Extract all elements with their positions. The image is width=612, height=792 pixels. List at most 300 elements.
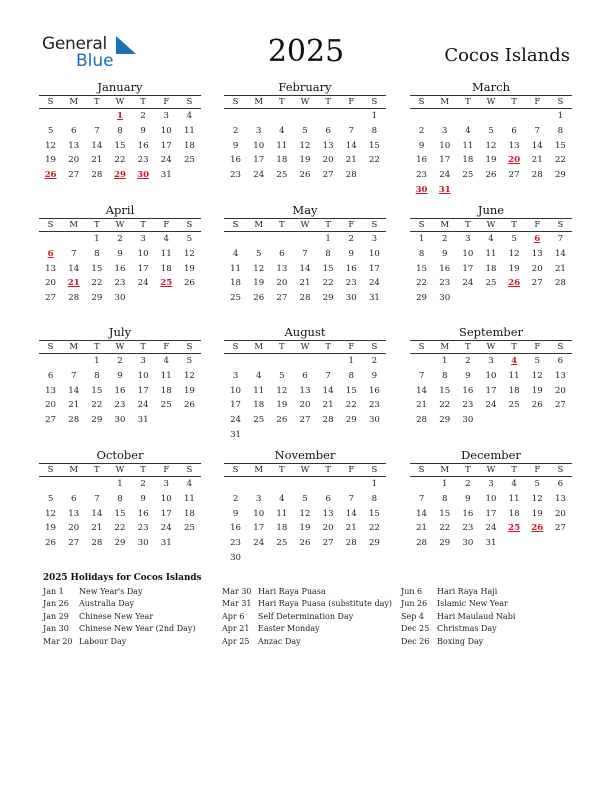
day-cell: 21 bbox=[416, 400, 428, 411]
month-january bbox=[39, 80, 201, 183]
day-cell: 6 bbox=[70, 125, 77, 136]
day-cell: 30 bbox=[368, 415, 380, 426]
day-cell: 10 bbox=[230, 385, 242, 396]
day-cell: 20 bbox=[45, 400, 57, 411]
day-cell: 11 bbox=[230, 263, 242, 274]
day-cell: 29 bbox=[91, 293, 103, 304]
week-row bbox=[410, 153, 572, 168]
day-cell: 27 bbox=[299, 415, 311, 426]
week-row bbox=[410, 521, 572, 536]
day-cell: 14 bbox=[345, 140, 357, 151]
day-cell bbox=[410, 109, 433, 124]
week-row bbox=[39, 232, 201, 247]
day-cell: 20 bbox=[45, 278, 57, 289]
day-cell: 30 bbox=[345, 293, 357, 304]
day-cell: 10 bbox=[253, 508, 265, 519]
day-cell: 12 bbox=[531, 370, 543, 381]
weekday-label: F bbox=[348, 342, 355, 352]
day-cell bbox=[270, 232, 293, 247]
day-cell: 16 bbox=[462, 385, 474, 396]
day-cell: 25 bbox=[462, 170, 474, 181]
weekday-label: S bbox=[557, 220, 564, 230]
weekday-label: T bbox=[94, 220, 100, 230]
week-row bbox=[39, 384, 201, 399]
holiday-date-label: Sep 4 bbox=[401, 611, 424, 621]
day-cell: 22 bbox=[114, 155, 126, 166]
day-cell: 15 bbox=[416, 263, 428, 274]
day-cell: 27 bbox=[554, 400, 566, 411]
day-cell: 22 bbox=[439, 523, 451, 534]
day-cell: 7 bbox=[418, 370, 425, 381]
holiday-column bbox=[401, 586, 515, 648]
day-cell: 24 bbox=[253, 538, 265, 549]
day-cell bbox=[62, 232, 85, 247]
day-cell bbox=[247, 428, 270, 443]
day-cell: 8 bbox=[557, 125, 564, 136]
day-cell bbox=[178, 536, 201, 551]
day-cell: 19 bbox=[45, 155, 57, 166]
day-cell: 28 bbox=[68, 415, 80, 426]
day-cell: 11 bbox=[160, 370, 172, 381]
day-cell: 20 bbox=[299, 400, 311, 411]
weekday-label: T bbox=[94, 342, 100, 352]
weekday-label: T bbox=[325, 465, 331, 475]
day-cell bbox=[526, 413, 549, 428]
day-cell bbox=[317, 109, 340, 124]
day-cell: 2 bbox=[465, 479, 471, 489]
day-cell bbox=[247, 232, 270, 247]
weekday-label: M bbox=[254, 97, 264, 107]
holiday-name: Easter Monday bbox=[258, 624, 320, 634]
holiday-item bbox=[401, 586, 515, 598]
day-cell: 7 bbox=[534, 125, 540, 136]
holiday-date-label: Jan 1 bbox=[43, 587, 64, 596]
weekday-label: S bbox=[232, 465, 239, 475]
day-cell: 2 bbox=[441, 234, 448, 244]
day-cell bbox=[178, 291, 201, 306]
day-cell: 16 bbox=[230, 155, 242, 166]
holiday-date: 21 bbox=[67, 278, 80, 289]
day-cell: 8 bbox=[117, 125, 123, 136]
weekday-label: T bbox=[325, 97, 331, 107]
day-cell: 31 bbox=[160, 170, 172, 181]
weekday-label: F bbox=[163, 97, 170, 107]
day-cell: 25 bbox=[183, 155, 195, 166]
day-cell: 12 bbox=[183, 370, 195, 381]
day-cell: 3 bbox=[371, 234, 378, 244]
week-row bbox=[224, 168, 386, 183]
day-cell: 23 bbox=[462, 523, 474, 534]
day-cell: 19 bbox=[299, 523, 311, 534]
day-cell: 18 bbox=[253, 400, 265, 411]
weekday-label: T bbox=[279, 97, 285, 107]
weekday-label: M bbox=[254, 342, 264, 352]
day-cell: 18 bbox=[485, 263, 497, 274]
day-cell: 28 bbox=[299, 293, 311, 304]
weekday-header bbox=[410, 463, 572, 477]
day-cell: 8 bbox=[325, 248, 331, 259]
weekday-label: T bbox=[279, 465, 285, 475]
day-cell: 18 bbox=[508, 385, 520, 396]
day-cell: 18 bbox=[183, 140, 195, 151]
day-cell: 3 bbox=[163, 111, 169, 121]
day-cell bbox=[340, 109, 363, 124]
day-cell: 3 bbox=[163, 479, 169, 489]
weekday-header bbox=[224, 218, 386, 232]
day-cell: 12 bbox=[45, 140, 57, 151]
weekday-label: S bbox=[557, 342, 564, 352]
day-cell: 16 bbox=[137, 140, 149, 151]
month-title: December bbox=[461, 448, 521, 462]
day-cell bbox=[178, 413, 201, 428]
day-cell: 2 bbox=[117, 356, 123, 366]
week-row bbox=[39, 536, 201, 551]
day-cell: 29 bbox=[554, 170, 566, 181]
weekday-label: S bbox=[47, 220, 54, 230]
day-cell: 3 bbox=[465, 234, 471, 244]
day-cell: 27 bbox=[531, 278, 543, 289]
weekday-label: T bbox=[465, 97, 471, 107]
weekday-label: S bbox=[557, 97, 564, 107]
week-row bbox=[39, 398, 201, 413]
weekday-label: T bbox=[465, 220, 471, 230]
weekday-label: W bbox=[300, 342, 310, 352]
week-row bbox=[410, 477, 572, 492]
day-cell: 19 bbox=[531, 508, 543, 519]
holiday-item bbox=[222, 611, 392, 623]
weekday-label: W bbox=[486, 220, 496, 230]
week-row bbox=[224, 413, 386, 428]
month-title: July bbox=[108, 325, 132, 339]
day-cell: 25 bbox=[508, 400, 520, 411]
day-cell: 16 bbox=[368, 385, 380, 396]
holiday-date: 4 bbox=[511, 356, 518, 366]
day-cell: 13 bbox=[531, 248, 543, 259]
day-cell: 29 bbox=[439, 415, 451, 426]
month-title: November bbox=[274, 448, 336, 462]
weekday-label: W bbox=[486, 97, 496, 107]
day-cell: 6 bbox=[47, 370, 54, 381]
week-row bbox=[224, 139, 386, 154]
day-cell bbox=[270, 551, 293, 566]
week-row bbox=[39, 477, 201, 492]
day-cell: 23 bbox=[416, 170, 428, 181]
day-cell: 28 bbox=[345, 170, 357, 181]
day-cell: 1 bbox=[441, 356, 448, 366]
day-cell: 24 bbox=[160, 523, 172, 534]
day-cell: 9 bbox=[418, 140, 425, 151]
day-cell: 8 bbox=[94, 248, 100, 259]
weekday-label: W bbox=[115, 465, 125, 475]
day-cell: 4 bbox=[232, 248, 239, 259]
day-cell: 5 bbox=[302, 125, 308, 136]
day-cell bbox=[247, 477, 270, 492]
week-row bbox=[410, 507, 572, 522]
holiday-date-label: Mar 20 bbox=[43, 636, 73, 646]
day-cell bbox=[526, 291, 549, 306]
day-cell: 13 bbox=[322, 140, 334, 151]
day-cell: 2 bbox=[232, 125, 239, 136]
day-cell bbox=[224, 354, 247, 369]
day-cell: 25 bbox=[160, 400, 172, 411]
day-cell: 11 bbox=[276, 140, 288, 151]
day-cell: 13 bbox=[554, 493, 566, 504]
week-row bbox=[410, 413, 572, 428]
day-cell: 19 bbox=[183, 385, 195, 396]
day-cell: 28 bbox=[322, 415, 334, 426]
day-cell: 12 bbox=[531, 493, 543, 504]
weekday-header bbox=[39, 218, 201, 232]
weekday-header bbox=[39, 463, 201, 477]
day-cell: 29 bbox=[114, 538, 126, 549]
day-cell: 21 bbox=[322, 400, 334, 411]
week-row bbox=[224, 369, 386, 384]
day-cell: 28 bbox=[68, 293, 80, 304]
day-cell: 19 bbox=[45, 523, 57, 534]
holiday-date-label: Apr 6 bbox=[222, 611, 245, 621]
day-cell: 5 bbox=[186, 356, 193, 366]
day-cell: 26 bbox=[253, 293, 265, 304]
weekday-label: T bbox=[511, 97, 517, 107]
day-cell: 10 bbox=[253, 140, 265, 151]
day-cell: 23 bbox=[439, 278, 451, 289]
day-cell: 19 bbox=[183, 263, 195, 274]
day-cell: 4 bbox=[511, 479, 517, 489]
day-cell bbox=[526, 183, 549, 198]
weekday-header bbox=[410, 340, 572, 354]
week-row bbox=[224, 507, 386, 522]
week-row bbox=[410, 354, 572, 369]
day-cell: 19 bbox=[531, 385, 543, 396]
day-cell bbox=[247, 109, 270, 124]
day-cell: 23 bbox=[114, 400, 126, 411]
weekday-label: F bbox=[163, 220, 170, 230]
holiday-item bbox=[43, 611, 196, 623]
day-cell: 3 bbox=[488, 479, 494, 489]
month-title: January bbox=[97, 80, 143, 94]
day-cell: 17 bbox=[485, 385, 497, 396]
weekday-label: M bbox=[69, 220, 79, 230]
day-cell: 15 bbox=[91, 263, 103, 274]
day-cell: 5 bbox=[279, 370, 285, 381]
day-cell: 22 bbox=[416, 278, 428, 289]
day-cell: 29 bbox=[416, 293, 428, 304]
day-cell: 9 bbox=[465, 493, 471, 504]
day-cell: 5 bbox=[511, 234, 517, 244]
week-row bbox=[410, 232, 572, 247]
day-cell bbox=[410, 354, 433, 369]
month-july bbox=[39, 325, 201, 428]
day-cell: 31 bbox=[230, 429, 242, 440]
weekday-header bbox=[224, 463, 386, 477]
holiday-date: 29 bbox=[114, 170, 126, 181]
day-cell: 15 bbox=[114, 140, 126, 151]
day-cell: 16 bbox=[345, 263, 357, 274]
holiday-date: 25 bbox=[508, 523, 521, 534]
weekday-label: W bbox=[115, 97, 125, 107]
weekday-label: W bbox=[300, 97, 310, 107]
day-cell: 5 bbox=[47, 493, 54, 504]
day-cell bbox=[293, 109, 316, 124]
day-cell: 10 bbox=[485, 370, 497, 381]
month-october bbox=[39, 448, 201, 551]
day-cell: 9 bbox=[441, 248, 448, 259]
day-cell: 9 bbox=[140, 493, 146, 504]
day-cell: 4 bbox=[279, 125, 285, 136]
weekday-label: S bbox=[557, 465, 564, 475]
day-cell: 22 bbox=[114, 523, 126, 534]
day-cell: 10 bbox=[368, 248, 380, 259]
day-cell: 4 bbox=[186, 479, 193, 489]
weekday-label: F bbox=[348, 220, 355, 230]
day-cell: 22 bbox=[91, 278, 103, 289]
week-row bbox=[410, 536, 572, 551]
day-cell: 6 bbox=[511, 125, 517, 136]
day-cell: 18 bbox=[462, 155, 474, 166]
day-cell: 2 bbox=[418, 125, 425, 136]
weekday-label: T bbox=[140, 342, 146, 352]
holiday-item bbox=[222, 623, 392, 635]
day-cell bbox=[363, 168, 386, 183]
week-row bbox=[410, 139, 572, 154]
weekday-header bbox=[39, 340, 201, 354]
day-cell: 31 bbox=[160, 538, 172, 549]
weekday-label: F bbox=[348, 465, 355, 475]
day-cell: 16 bbox=[416, 155, 428, 166]
day-cell bbox=[456, 291, 479, 306]
day-cell: 5 bbox=[255, 248, 262, 259]
day-cell bbox=[270, 109, 293, 124]
day-cell: 17 bbox=[253, 523, 265, 534]
day-cell: 6 bbox=[70, 493, 77, 504]
holiday-item bbox=[43, 598, 196, 610]
week-row bbox=[224, 153, 386, 168]
holiday-item bbox=[401, 611, 515, 623]
day-cell: 12 bbox=[485, 140, 497, 151]
month-june bbox=[410, 203, 572, 306]
day-cell bbox=[270, 477, 293, 492]
weekday-label: F bbox=[534, 342, 541, 352]
day-cell: 29 bbox=[439, 538, 451, 549]
day-cell bbox=[224, 232, 247, 247]
day-cell: 7 bbox=[94, 493, 100, 504]
day-cell bbox=[340, 428, 363, 443]
weekday-label: M bbox=[69, 97, 79, 107]
week-row bbox=[39, 247, 201, 262]
day-cell: 8 bbox=[441, 370, 448, 381]
holiday-date: 6 bbox=[47, 248, 54, 259]
weekday-label: S bbox=[186, 97, 193, 107]
weekday-label: S bbox=[47, 342, 54, 352]
day-cell bbox=[39, 477, 62, 492]
holiday-name: Hari Maulaud Nabi bbox=[437, 611, 516, 621]
week-row bbox=[39, 109, 201, 124]
week-row bbox=[39, 276, 201, 291]
month-title: May bbox=[292, 203, 318, 217]
week-row bbox=[39, 492, 201, 507]
day-cell: 19 bbox=[299, 155, 311, 166]
day-cell: 6 bbox=[557, 479, 564, 489]
week-row bbox=[224, 384, 386, 399]
day-cell bbox=[293, 232, 316, 247]
day-cell: 5 bbox=[47, 125, 54, 136]
day-cell: 18 bbox=[230, 278, 242, 289]
calendar-year: 2025 bbox=[267, 34, 345, 69]
day-cell: 2 bbox=[140, 479, 146, 489]
day-cell: 15 bbox=[368, 140, 380, 151]
day-cell: 3 bbox=[140, 234, 146, 244]
holiday-date: 6 bbox=[534, 234, 541, 244]
day-cell bbox=[85, 109, 108, 124]
day-cell: 26 bbox=[183, 278, 195, 289]
week-row bbox=[410, 168, 572, 183]
holiday-name: Islamic New Year bbox=[437, 599, 508, 609]
weekday-label: T bbox=[140, 465, 146, 475]
holiday-date: 25 bbox=[160, 278, 173, 289]
month-title: February bbox=[278, 80, 332, 94]
day-cell: 24 bbox=[253, 170, 265, 181]
day-cell bbox=[549, 536, 572, 551]
day-cell: 16 bbox=[114, 385, 126, 396]
day-cell: 9 bbox=[140, 125, 146, 136]
day-cell bbox=[178, 168, 201, 183]
day-cell: 24 bbox=[368, 278, 380, 289]
holiday-date-label: Mar 30 bbox=[222, 587, 252, 596]
day-cell: 19 bbox=[485, 155, 497, 166]
day-cell: 19 bbox=[276, 400, 288, 411]
day-cell: 20 bbox=[276, 278, 288, 289]
day-cell: 9 bbox=[232, 140, 239, 151]
day-cell: 17 bbox=[485, 508, 497, 519]
day-cell: 4 bbox=[279, 493, 285, 504]
month-title: August bbox=[284, 325, 326, 339]
day-cell bbox=[85, 477, 108, 492]
day-cell: 26 bbox=[531, 400, 543, 411]
day-cell: 24 bbox=[439, 170, 451, 181]
day-cell bbox=[503, 109, 526, 124]
day-cell: 29 bbox=[368, 538, 380, 549]
day-cell: 19 bbox=[508, 263, 520, 274]
day-cell: 9 bbox=[117, 370, 123, 381]
day-cell bbox=[155, 413, 178, 428]
day-cell: 2 bbox=[232, 493, 239, 504]
day-cell bbox=[479, 291, 502, 306]
day-cell: 14 bbox=[68, 263, 80, 274]
day-cell: 15 bbox=[554, 140, 566, 151]
day-cell bbox=[62, 109, 85, 124]
week-row bbox=[410, 384, 572, 399]
day-cell: 11 bbox=[253, 385, 265, 396]
day-cell: 9 bbox=[465, 370, 471, 381]
day-cell bbox=[62, 354, 85, 369]
weekday-label: S bbox=[186, 465, 193, 475]
week-row bbox=[224, 536, 386, 551]
day-cell: 18 bbox=[183, 508, 195, 519]
day-cell: 29 bbox=[91, 415, 103, 426]
weekday-label: M bbox=[440, 465, 450, 475]
weekday-label: T bbox=[325, 220, 331, 230]
month-december bbox=[410, 448, 572, 551]
day-cell bbox=[526, 536, 549, 551]
week-row bbox=[224, 521, 386, 536]
holiday-date-label: Dec 26 bbox=[401, 636, 430, 646]
day-cell: 25 bbox=[253, 415, 265, 426]
weekday-label: S bbox=[371, 97, 378, 107]
day-cell: 30 bbox=[114, 415, 126, 426]
day-cell: 10 bbox=[137, 248, 149, 259]
day-cell: 18 bbox=[276, 523, 288, 534]
day-cell: 23 bbox=[137, 523, 149, 534]
